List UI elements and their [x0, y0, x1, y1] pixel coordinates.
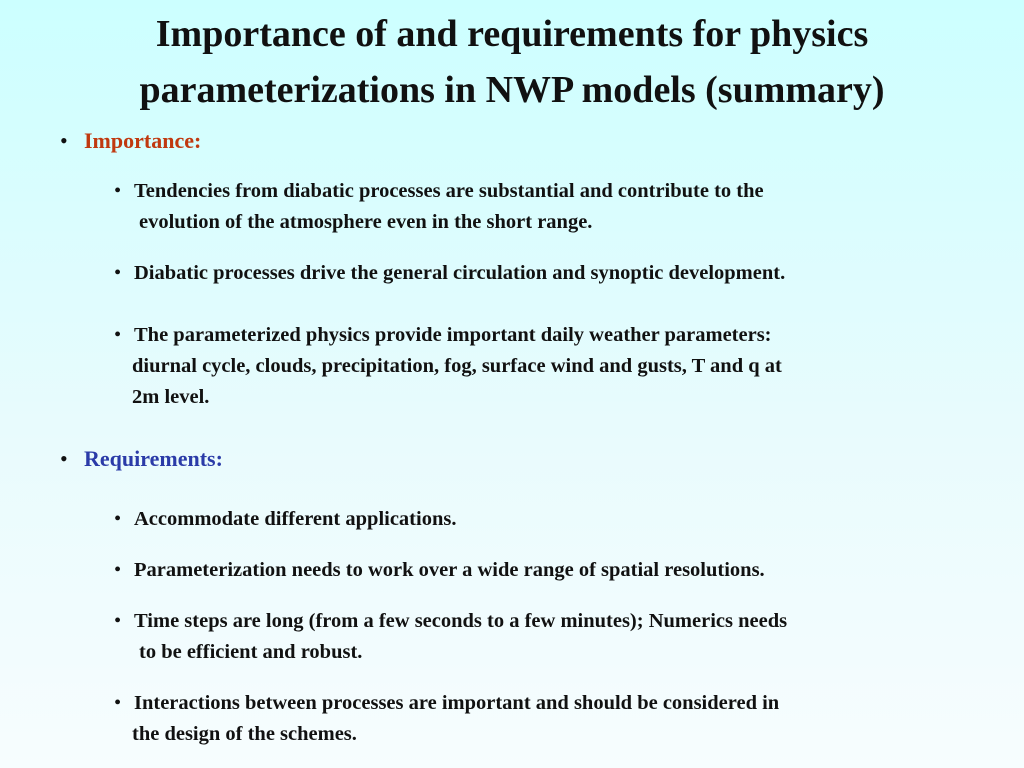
requirements-item-4-line-1: Interactions between processes are important and should be considered in [134, 692, 780, 714]
importance-item-1-line-1: Tendencies from diabatic processes are substantial and contribute to the [134, 180, 764, 202]
bullet: • [60, 128, 68, 153]
bullet: • [114, 610, 122, 632]
requirements-item-1 [114, 504, 456, 535]
requirements-item-3-line-1: Time steps are long (from a few seconds to a few minutes); Numerics needs [134, 610, 788, 632]
bullet: • [114, 559, 122, 581]
importance-item-3 [114, 320, 782, 413]
bullet: • [114, 262, 122, 284]
requirements-item-4 [114, 688, 779, 750]
importance-item-1-line-2: evolution of the atmosphere even in the short range. [139, 211, 593, 233]
importance-item-3-line-3: 2m level. [132, 386, 210, 408]
importance-item-1 [114, 176, 764, 238]
importance-item-3-line-2: diurnal cycle, clouds, precipitation, fog, surface wind and gusts, T and q at [132, 355, 782, 377]
requirements-item-4-line-2: the design of the schemes. [132, 723, 357, 745]
requirements-heading-text: Requirements: [84, 446, 223, 471]
requirements-item-3-line-2: to be efficient and robust. [139, 641, 363, 663]
requirements-heading [60, 445, 223, 473]
importance-heading [60, 127, 201, 155]
importance-item-2 [114, 258, 785, 289]
bullet: • [114, 324, 122, 346]
importance-item-2-line-1: Diabatic processes drive the general circulation and synoptic development. [134, 262, 786, 284]
requirements-item-1-line-1: Accommodate different applications. [134, 508, 457, 530]
importance-item-3-line-1: The parameterized physics provide important daily weather parameters: [134, 324, 772, 346]
bullet: • [114, 508, 122, 530]
requirements-item-2 [114, 555, 765, 586]
importance-heading-text: Importance: [84, 128, 202, 153]
requirements-item-2-line-1: Parameterization needs to work over a wide range of spatial resolutions. [134, 559, 765, 581]
requirements-item-3 [114, 606, 787, 668]
bullet: • [114, 180, 122, 202]
title-line-1: Importance of and requirements for physics [155, 13, 869, 55]
title-line-2: parameterizations in NWP models (summary) [139, 69, 885, 111]
bullet: • [60, 446, 68, 471]
slide-title [0, 6, 1024, 118]
bullet: • [114, 692, 122, 714]
